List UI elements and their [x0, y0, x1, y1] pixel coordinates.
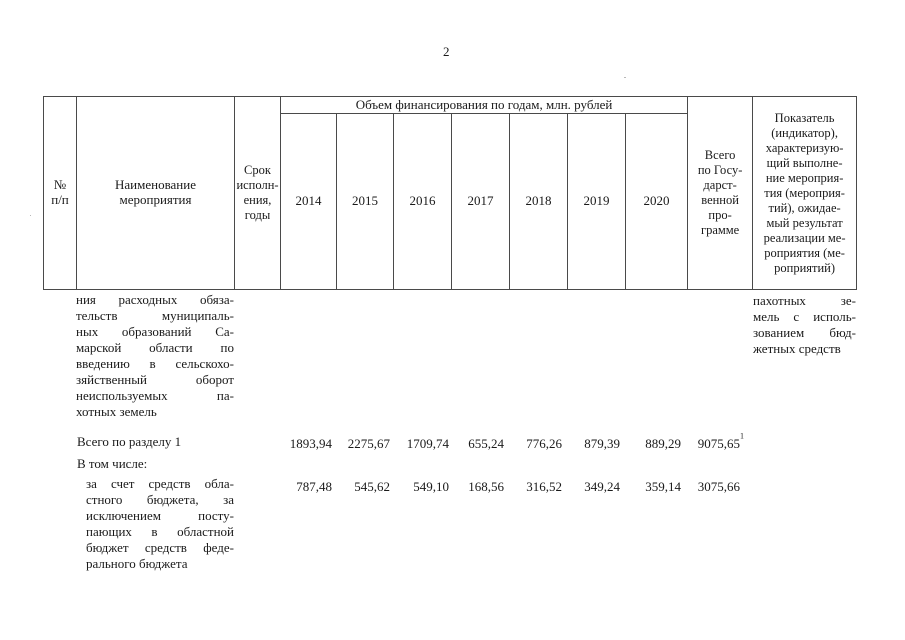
regional-value-2015: 545,62	[354, 479, 390, 494]
header-year-2017: 2017	[452, 114, 510, 290]
header-funding-group: Объем финансирования по годам, млн. рублей	[281, 97, 688, 114]
regional-value-2019: 349,24	[584, 479, 620, 494]
header-total: Всего по Госу- дарст- венной про- грамме	[688, 97, 753, 290]
header-year-2014: 2014	[281, 114, 337, 290]
header-year-2019: 2019	[568, 114, 626, 290]
regional-value-2018: 316,52	[526, 479, 562, 494]
header-year-2020: 2020	[626, 114, 688, 290]
header-name: Наименование мероприятия	[77, 97, 235, 290]
scan-speck	[624, 77, 626, 78]
total-value-2016: 1709,74	[406, 436, 449, 451]
section-total-label: Всего по разделу 1	[77, 434, 182, 449]
header-term: Срок исполн- ения, годы	[235, 97, 281, 290]
regional-value-2014: 787,48	[296, 479, 332, 494]
regional-value-2016: 549,10	[413, 479, 449, 494]
total-value-2017: 655,24	[468, 436, 504, 451]
scan-speck	[30, 215, 31, 216]
total-value-2018: 776,26	[526, 436, 562, 451]
total-value-program: 9075,65	[697, 436, 740, 451]
header-year-2018: 2018	[510, 114, 568, 290]
total-footnote-mark: 1	[740, 431, 744, 441]
page-number: 2	[443, 44, 450, 59]
header-year-2015: 2015	[337, 114, 394, 290]
continued-measure-name: ния расходных обяза- тельств муниципаль- ных образований Са- марской области по введению в сельскохо- зяйственный оборот неиспользуемых па- хотных земель	[76, 292, 234, 419]
regional-value-2020: 359,14	[645, 479, 681, 494]
regional-value-2017: 168,56	[468, 479, 504, 494]
funding-table-header	[43, 96, 857, 290]
header-indicator: Показатель (индикатор), характеризую- щий выполне- ние мероприя- тия (мероприя- тий), ожидае- мый результат реализации ме- роприятия (ме- роприятий)	[753, 97, 857, 290]
total-value-2014: 1893,94	[289, 436, 332, 451]
total-value-2015: 2275,67	[347, 436, 390, 451]
continued-indicator: пахотных зе- мель с исполь- зованием бюд- жетных средств	[753, 293, 856, 356]
total-value-2020: 889,29	[645, 436, 681, 451]
header-number: № п/п	[44, 97, 77, 290]
regional-budget-name: за счет средств обла- стного бюджета, за исключением посту- пающих в областной бюджет средств феде- рального бюджета	[86, 476, 234, 571]
including-label: В том числе:	[77, 456, 148, 471]
total-value-2019: 879,39	[584, 436, 620, 451]
regional-value-program: 3075,66	[697, 479, 740, 494]
header-year-2016: 2016	[394, 114, 452, 290]
